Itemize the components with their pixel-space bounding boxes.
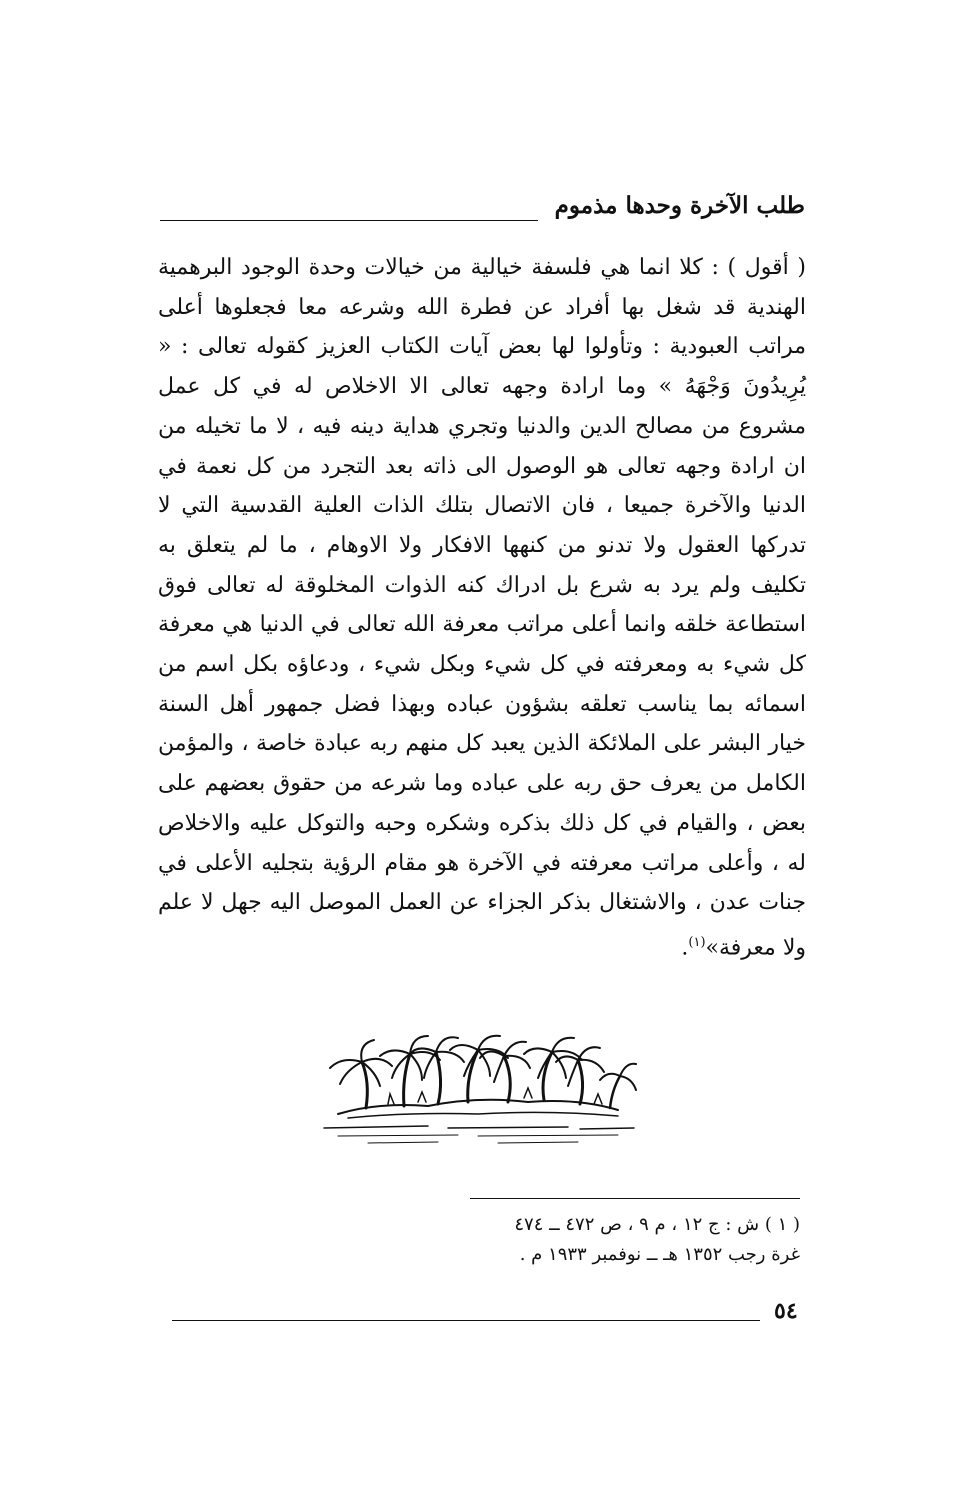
footnote-rule [470,1198,800,1199]
page-number: ٥٤ [774,1298,798,1324]
end-mark: . [681,935,689,961]
body-paragraph [158,248,806,968]
running-header [160,192,805,232]
footnote-reference: (١) [688,934,706,950]
header-rule [160,220,538,221]
footer-rule [172,1320,760,1321]
footnote-line-1: ( ١ ) ش : ج ١٢ ، م ٩ ، ص ٤٧٢ ــ ٤٧٤ [514,1214,800,1235]
header-title: طلب الآخرة وحدها مذموم [554,192,805,219]
palm-island-icon [318,1032,640,1150]
palm-island-illustration [318,1032,640,1150]
footnote [300,1210,800,1270]
footnote-line-2: غرة رجب ١٣٥٢ هـ ــ نوفمبر ١٩٣٣ م . [519,1244,800,1265]
body-text: ( أقول ) : كلا انما هي فلسفة خيالية من خيالات وحدة الوجود البرهمية الهندية قد شغل بها أفراد عن فطرة الله وشرعه معا فجعلوها أعلى مراتب العبودية : وتأولوا لها بعض آيات الكتاب العزيز كقوله تعالى : « يُرِيدُونَ وَجْهَهُ » وما ارادة وجهه تعالى الا الاخلاص له في كل عمل مشروع من مصالح الدين والدنيا وتجري هداية دينه فيه ، لا ما تخيله من ان ارادة وجهه تعالى هو الوصول الى ذاته بعد التجرد من كل نعمة في الدنيا والآخرة جميعا ، فان الاتصال بتلك الذات العلية القدسية التي لا تدركها العقول ولا تدنو من كنهها الافكار ولا الاوهام ، ما لم يتعلق به تكليف ولم يرد به شرع بل ادراك كنه الذوات المخلوقة له تعالى فوق استطاعة خلقه وانما أعلى مراتب معرفة الله تعالى في الدنيا هي معرفة كل شيء به ومعرفته في كل شيء وبكل شيء ، ودعاؤه بكل اسم من اسمائه بما يناسب تعلقه بشؤون عباده وبهذا فضل جمهور أهل السنة خيار البشر على الملائكة الذين يعبد كل منهم ربه عبادة خاصة ، والمؤمن الكامل من يعرف حق ربه على عباده وما شرعه من حقوق بعضهم على بعض ، والقيام في كل ذلك بذكره وشكره وحبه والتوكل عليه والاخلاص له ، وأعلى مراتب معرفته في الآخرة هو مقام الرؤية بتجليه الأعلى في جنات عدن ، والاشتغال بذكر الجزاء عن العمل الموصل اليه جهل لا علم ولا معرفة» [158,255,806,961]
